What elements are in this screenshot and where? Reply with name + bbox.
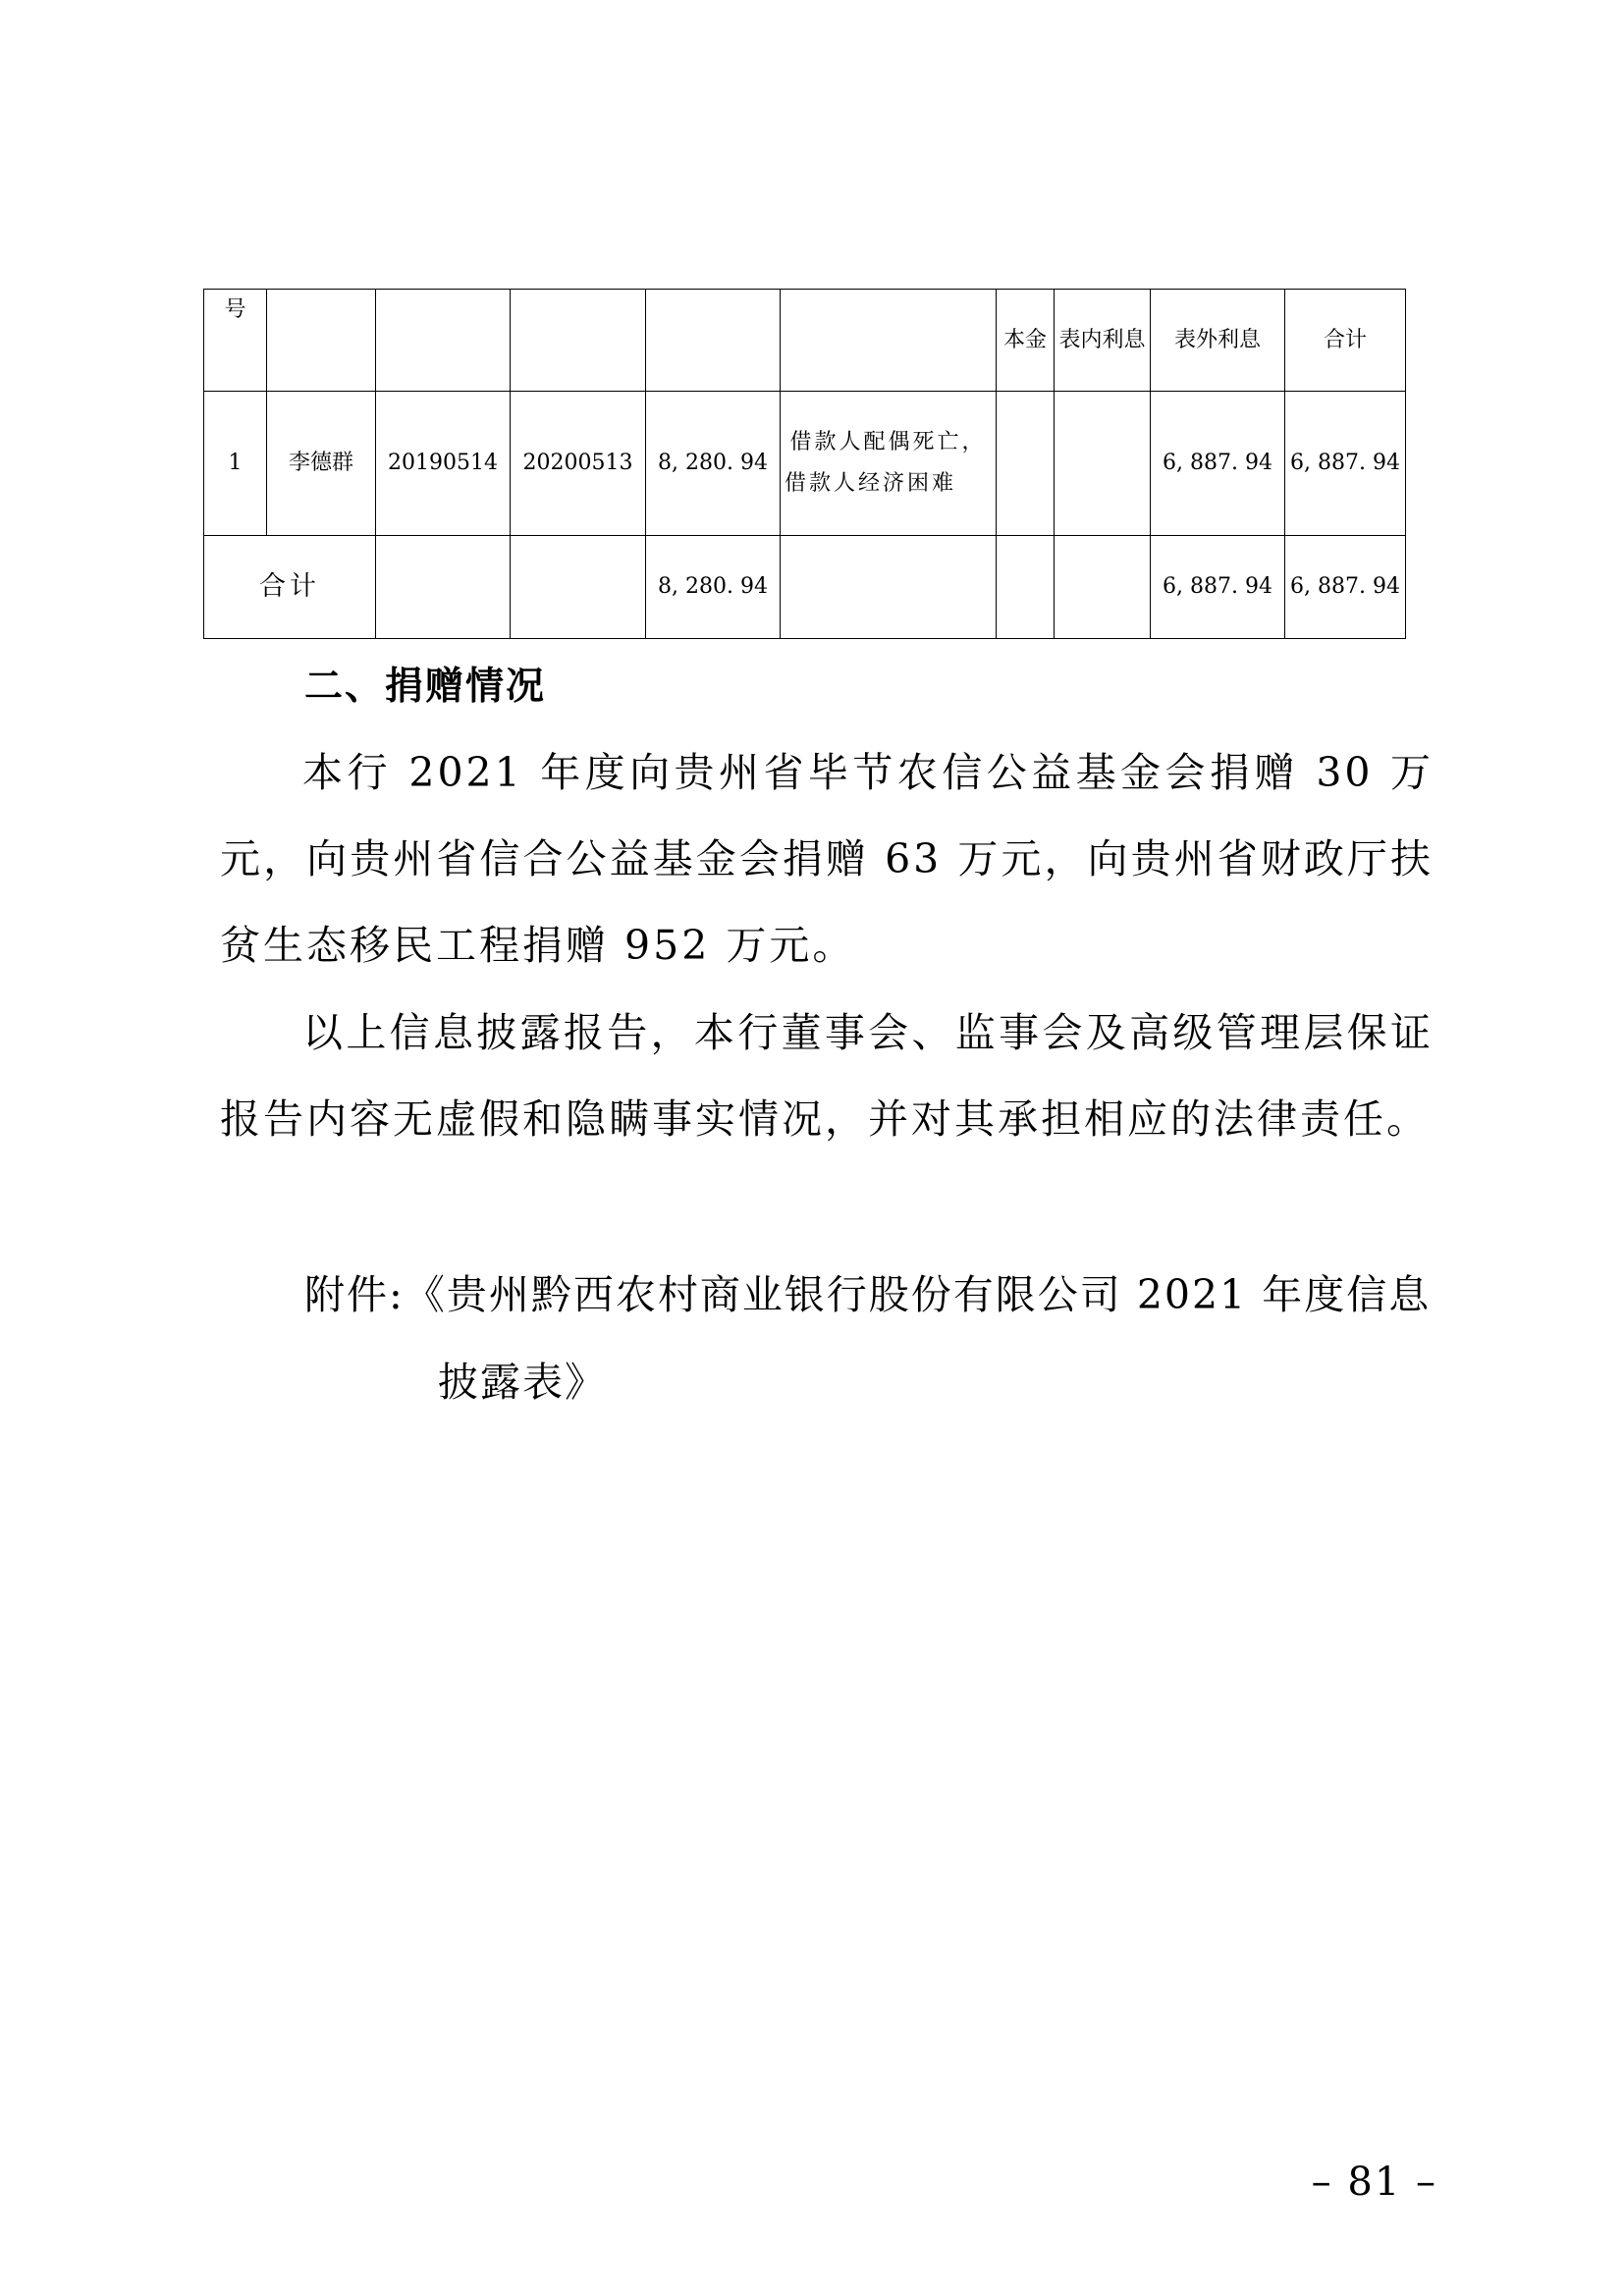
cell-start-date: 20190514 [376, 392, 511, 536]
table-header-row [204, 290, 1406, 392]
cell-reason: 借款人配偶死亡，借款人经济困难 [781, 392, 997, 536]
total-amount: 8, 280. 94 [646, 536, 781, 639]
total-empty [781, 536, 997, 639]
donation-paragraph: 本行 2021 年度向贵州省毕节农信公益基金会捐赠 30 万元，向贵州省信合公益基金会捐赠 63 万元，向贵州省财政厅扶贫生态移民工程捐赠 952 万元。 [220, 749, 1434, 969]
cell-amount: 8, 280. 94 [646, 392, 781, 536]
header-empty [267, 290, 376, 392]
attachment-note [304, 1252, 1434, 1426]
header-out-interest: 表外利息 [1151, 290, 1285, 392]
total-empty [997, 536, 1055, 639]
attachment-line-2: 披露表》 [438, 1359, 607, 1406]
total-empty [376, 536, 511, 639]
header-in-interest: 表内利息 [1055, 290, 1151, 392]
total-empty [1055, 536, 1151, 639]
section-heading: 二、捐赠情况 [304, 665, 547, 709]
header-total: 合计 [1285, 290, 1406, 392]
cell-out-interest: 6, 887. 94 [1151, 392, 1285, 536]
header-empty [781, 290, 997, 392]
header-number: 号 [204, 290, 267, 392]
total-label: 合计 [204, 536, 376, 639]
header-empty [511, 290, 646, 392]
written-off-loans-table [203, 289, 1406, 639]
statement-paragraph: 以上信息披露报告，本行董事会、监事会及高级管理层保证报告内容无虚假和隐瞒事实情况，并对其承担相应的法律责任。 [220, 1009, 1434, 1143]
cell-in-interest [1055, 392, 1151, 536]
attachment-line-1: 附件:《贵州黔西农村商业银行股份有限公司 2021 年度信息 [304, 1271, 1432, 1318]
page-number: – 81 – [1311, 2160, 1437, 2205]
cell-no: 1 [204, 392, 267, 536]
cell-principal [997, 392, 1055, 536]
header-empty [376, 290, 511, 392]
total-out-interest: 6, 887. 94 [1151, 536, 1285, 639]
table-total-row [204, 536, 1406, 639]
total-empty [511, 536, 646, 639]
cell-name: 李德群 [267, 392, 376, 536]
cell-end-date: 20200513 [511, 392, 646, 536]
cell-total: 6, 887. 94 [1285, 392, 1406, 536]
total-total: 6, 887. 94 [1285, 536, 1406, 639]
table-row [204, 392, 1406, 536]
header-empty [646, 290, 781, 392]
header-principal: 本金 [997, 290, 1055, 392]
